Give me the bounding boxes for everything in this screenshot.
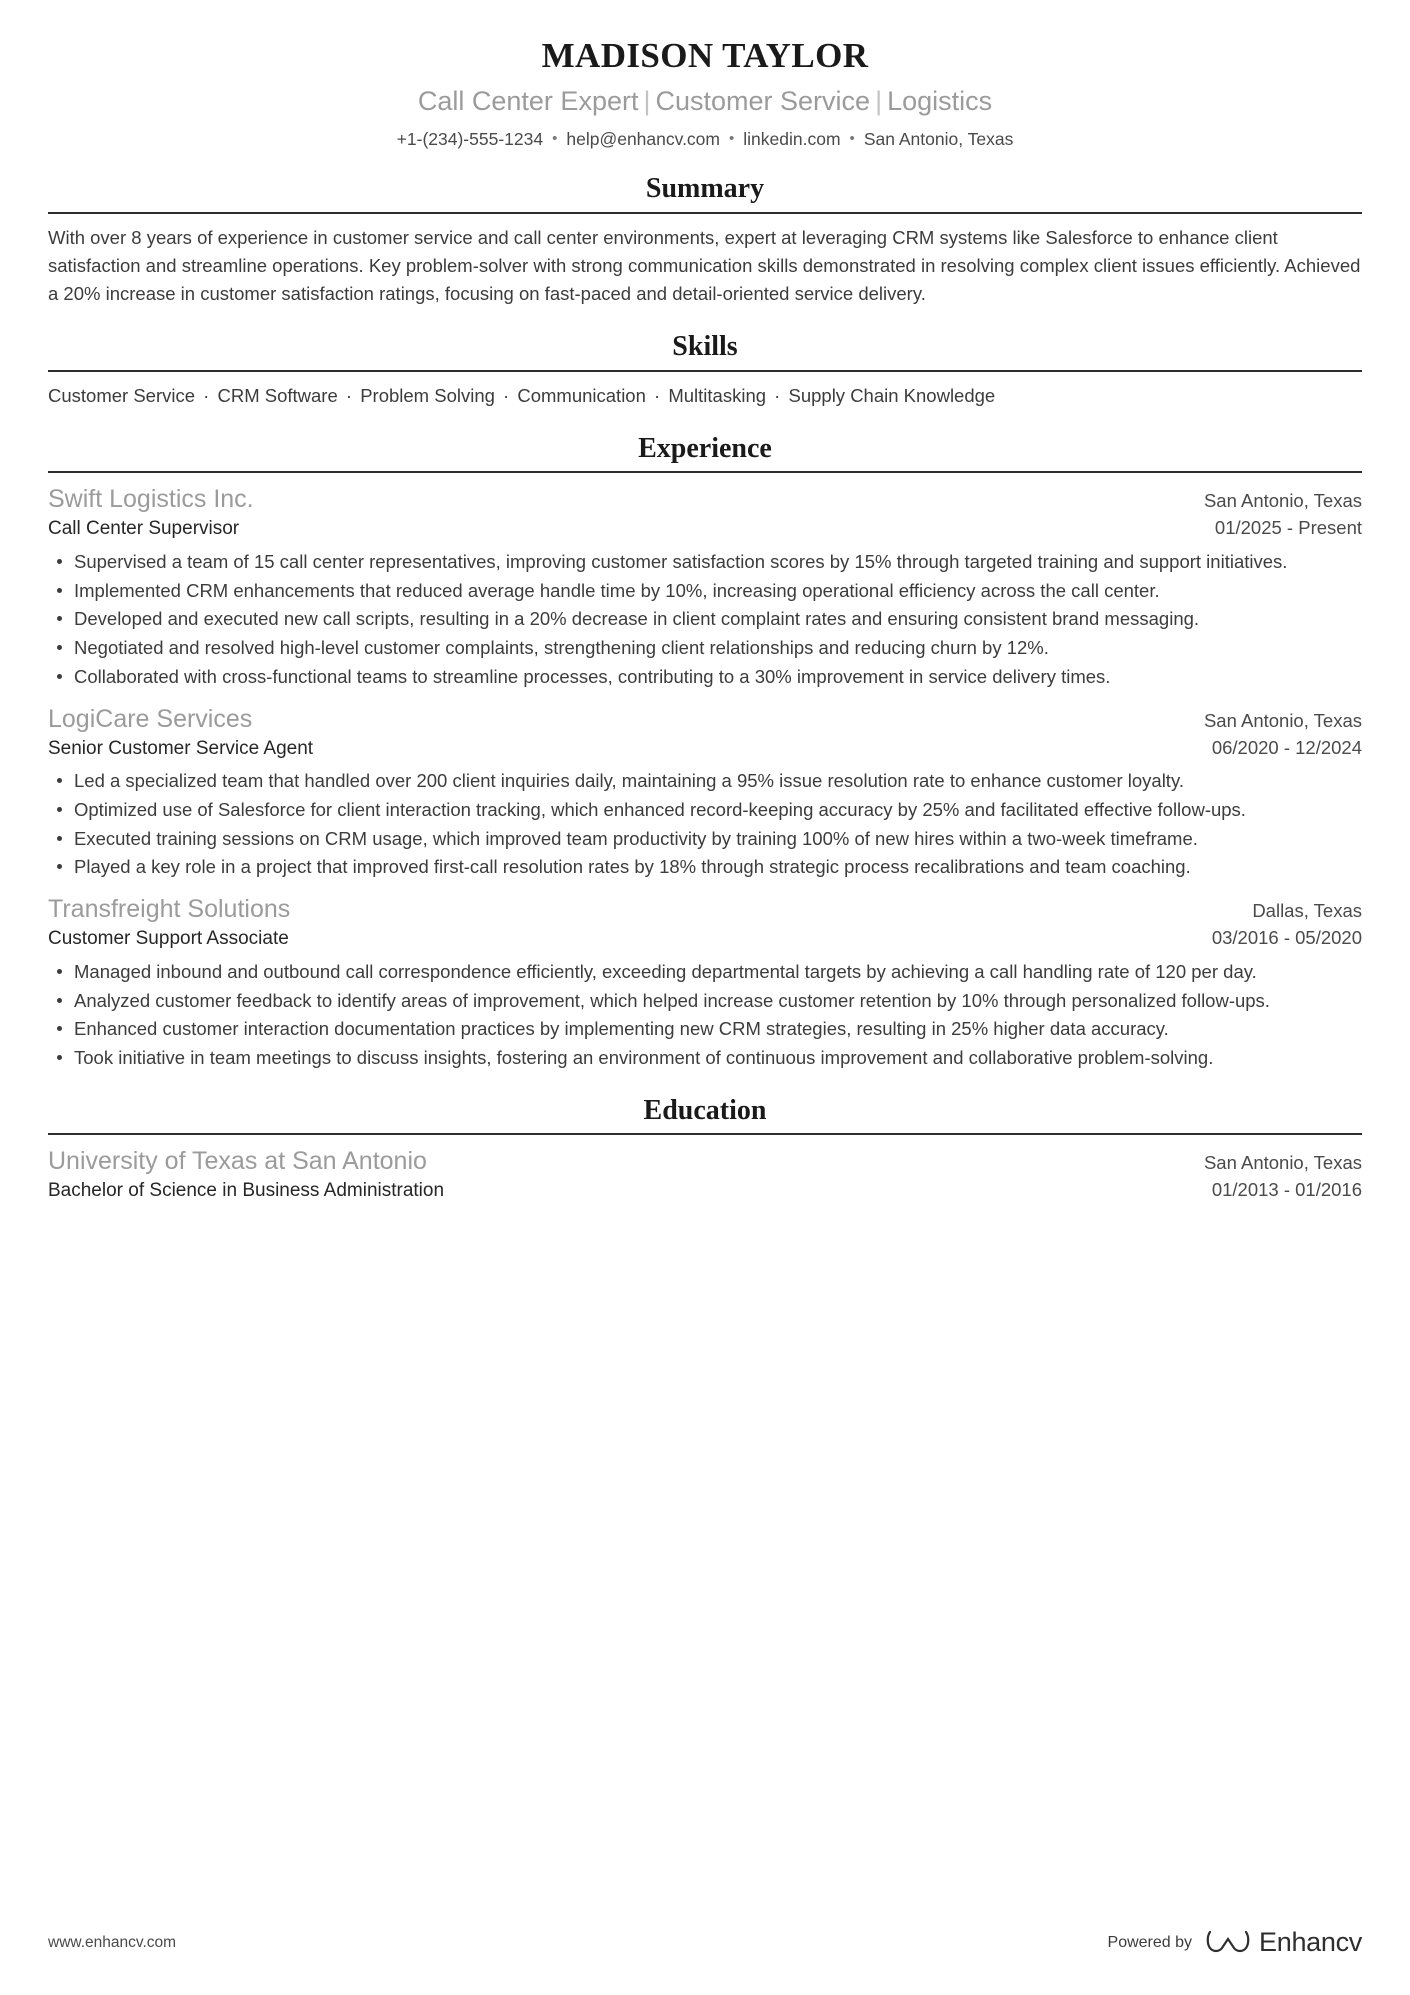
entry-header-row (48, 1145, 1362, 1177)
page-footer (48, 1926, 1362, 1959)
entry-subheader-row (48, 1177, 1362, 1205)
job-bullet: Enhanced customer interaction documentation practices by implementing new CRM strategies, resulting in 25% higher data accuracy. (48, 1015, 1362, 1043)
section-divider (48, 1133, 1362, 1135)
section-divider (48, 471, 1362, 473)
footer-brand-group (1108, 1926, 1362, 1959)
company-location: San Antonio, Texas (1203, 709, 1362, 731)
contact-phone[interactable]: +1-(234)-555-1234 (396, 128, 544, 149)
contact-separator: • (729, 129, 735, 147)
job-dates: 06/2020 - 12/2024 (1211, 736, 1362, 758)
skill-separator: · (340, 384, 358, 406)
powered-by-label: Powered by (1107, 1933, 1193, 1951)
section-divider (48, 212, 1362, 214)
headline-part: Logistics (887, 86, 993, 117)
section-divider (48, 370, 1362, 372)
job-bullet: Negotiated and resolved high-level customer complaints, strengthening client relationships and reducing churn by 12%. (48, 634, 1362, 662)
company-name: Swift Logistics Inc. (48, 485, 254, 514)
headline-part: Customer Service (655, 86, 871, 117)
job-bullet: Analyzed customer feedback to identify areas of improvement, which helped increase customer retention by 10% through personalized follow-ups. (48, 987, 1362, 1015)
job-bullet: Developed and executed new call scripts, resulting in a 20% decrease in client complaint rates and ensuring consistent brand messaging. (48, 605, 1362, 633)
experience-entries (48, 483, 1362, 1072)
entry-header-row (48, 893, 1362, 925)
contact-separator: • (552, 129, 558, 147)
skill-item: CRM Software (217, 384, 338, 406)
skills-list (48, 382, 1362, 410)
enhancv-wordmark: Enhancv (1259, 1927, 1362, 1957)
job-title: Senior Customer Service Agent (48, 737, 314, 759)
candidate-name: MADISON TAYLOR (541, 36, 869, 75)
headline-separator: | (875, 86, 883, 117)
contact-location: San Antonio, Texas (863, 128, 1014, 149)
school-name: University of Texas at San Antonio (48, 1147, 427, 1176)
contact-line (48, 128, 1362, 151)
job-bullet: Optimized use of Salesforce for client interaction tracking, which enhanced record-keeping accuracy by 25% and facilitated effective follow-ups. (48, 796, 1362, 824)
entry-header-row (48, 703, 1362, 735)
skill-item: Supply Chain Knowledge (788, 384, 996, 406)
company-name: LogiCare Services (48, 704, 253, 733)
section-title-experience: Experience (638, 432, 772, 464)
skill-separator: · (497, 384, 515, 406)
company-location: Dallas, Texas (1252, 900, 1362, 922)
resume-header (48, 0, 1362, 150)
entry-subheader-row (48, 515, 1362, 543)
education-entries (48, 1145, 1362, 1205)
job-bullet: Supervised a team of 15 call center representatives, improving customer satisfaction scores by 15% through targeted training and support initiatives. (48, 548, 1362, 576)
skill-item: Problem Solving (360, 384, 495, 406)
footer-url[interactable]: www.enhancv.com (48, 1933, 177, 1951)
experience-entry (48, 483, 1362, 690)
contact-separator: • (849, 129, 855, 147)
skill-separator: · (648, 384, 666, 406)
entry-header-row (48, 483, 1362, 515)
skill-item: Multitasking (668, 384, 767, 406)
contact-email[interactable]: help@enhancv.com (566, 128, 720, 149)
enhancv-brand (1206, 1926, 1362, 1959)
skill-item: Communication (517, 384, 646, 406)
job-bullets (48, 548, 1362, 691)
company-location: San Antonio, Texas (1203, 490, 1362, 512)
section-experience (48, 432, 1362, 1072)
school-location: San Antonio, Texas (1203, 1152, 1362, 1174)
entry-subheader-row (48, 735, 1362, 763)
section-title-summary: Summary (645, 173, 765, 205)
job-title: Customer Support Associate (48, 928, 289, 950)
job-bullet: Collaborated with cross-functional teams to streamline processes, contributing to a 30% improvement in service delivery times. (48, 663, 1362, 691)
education-entry (48, 1145, 1362, 1205)
section-title-education: Education (643, 1094, 767, 1126)
headline-separator: | (643, 86, 651, 117)
section-skills (48, 330, 1362, 409)
section-summary (48, 172, 1362, 308)
education-dates: 01/2013 - 01/2016 (1211, 1179, 1362, 1201)
skill-item: Customer Service (48, 384, 196, 406)
enhancv-logo-icon (1206, 1926, 1250, 1959)
skill-separator: · (198, 384, 215, 406)
skill-separator: · (769, 384, 786, 406)
job-bullets (48, 767, 1362, 881)
candidate-headline (48, 85, 1362, 117)
company-name: Transfreight Solutions (48, 895, 291, 924)
section-title-skills: Skills (672, 331, 738, 363)
experience-entry (48, 893, 1362, 1072)
job-bullet: Implemented CRM enhancements that reduced average handle time by 10%, increasing operational efficiency across the call center. (48, 577, 1362, 605)
job-bullets (48, 958, 1362, 1072)
job-bullet: Played a key role in a project that improved first-call resolution rates by 18% through strategic process recalibrations and team coaching. (48, 853, 1362, 881)
headline-part: Call Center Expert (417, 86, 639, 117)
contact-linkedin[interactable]: linkedin.com (743, 128, 841, 149)
entry-subheader-row (48, 925, 1362, 953)
degree-title: Bachelor of Science in Business Administration (48, 1180, 445, 1202)
summary-text: With over 8 years of experience in customer service and call center environments, expert at leveraging CRM systems like Salesforce to enhance client satisfaction and streamline operations. Key problem-solver with strong communication skills demonstrated in resolving complex client issues efficiently. Achieved a 20% increase in customer satisfaction ratings, focusing on fast-paced and detail-oriented service delivery. (48, 226, 1361, 305)
job-bullet: Executed training sessions on CRM usage, which improved team productivity by training 100% of new hires within a two-week timeframe. (48, 825, 1362, 853)
job-bullet: Took initiative in team meetings to discuss insights, fostering an environment of continuous improvement and collaborative problem-solving. (48, 1044, 1362, 1072)
job-bullet: Managed inbound and outbound call correspondence efficiently, exceeding departmental targets by achieving a call handling rate of 120 per day. (48, 958, 1362, 986)
job-bullet: Led a specialized team that handled over 200 client inquiries daily, maintaining a 95% issue resolution rate to enhance customer loyalty. (48, 767, 1362, 795)
job-title: Call Center Supervisor (48, 518, 240, 540)
experience-entry (48, 703, 1362, 882)
job-dates: 01/2025 - Present (1214, 517, 1362, 539)
job-dates: 03/2016 - 05/2020 (1211, 927, 1362, 949)
section-education (48, 1094, 1362, 1205)
